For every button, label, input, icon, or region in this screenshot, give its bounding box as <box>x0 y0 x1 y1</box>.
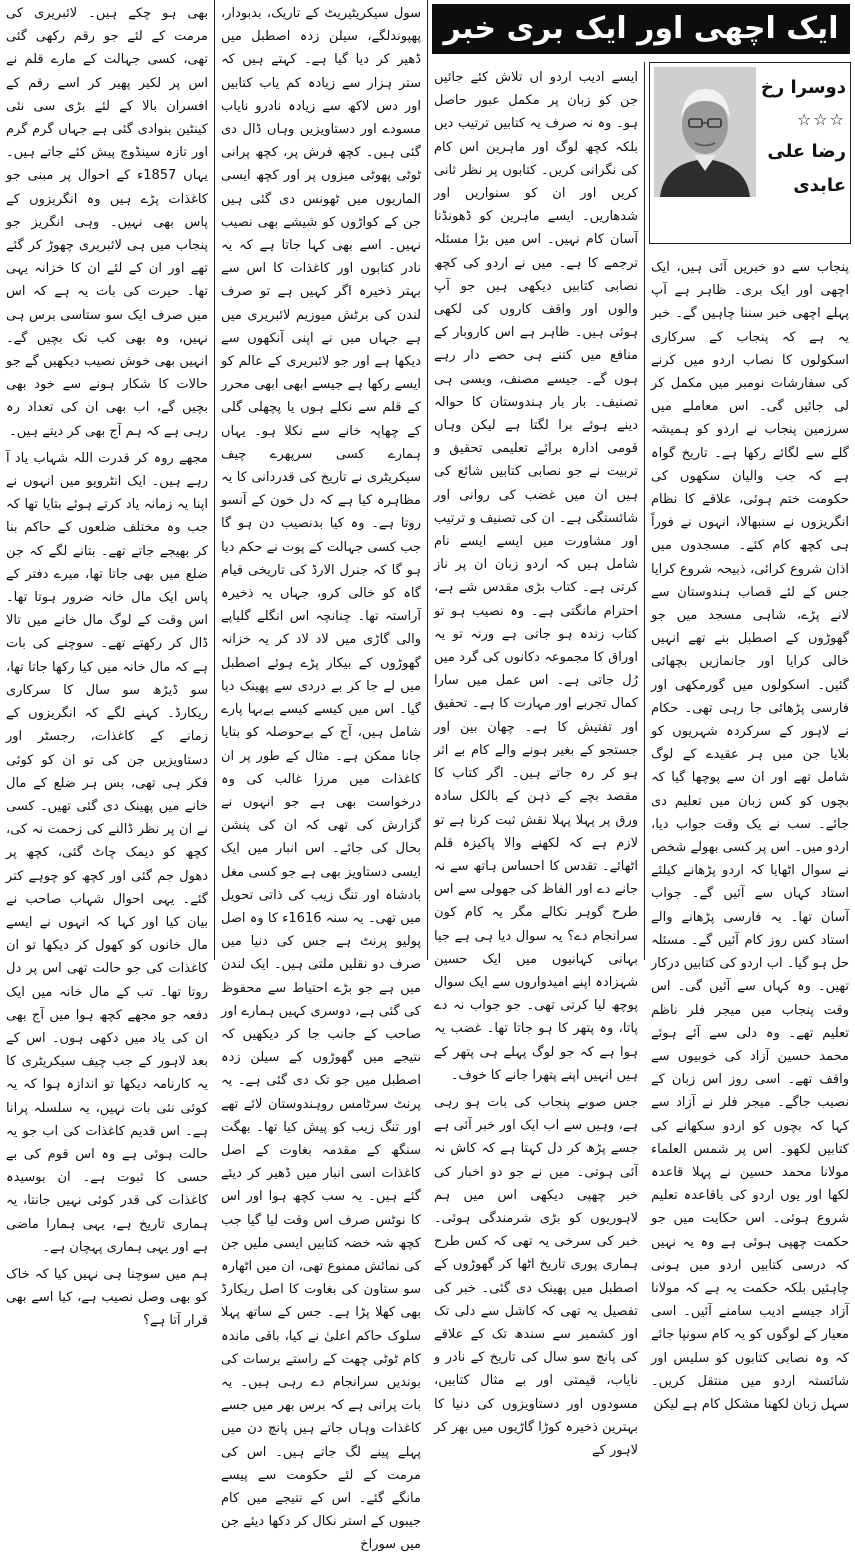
column-c-paragraph: جس صوبے پنجاب کی بات ہو رہی ہے، وہیں سے اب ایک اور خبر آئی ہے جسے پڑھ کر دل کہتا ہے کہ کاش نہ آئی ہوتی۔ میں نے جو دو اخبار کی خبر چھپی دیکھی اس میں ہم لاہوریوں کو بڑی شرمندگی ہوئی۔ خبر کی سرخی یہ تھی کہ کس طرح ہماری پوری تاریخ اٹھا کر گھوڑوں کے اصطبل میں پھینک دی گئی۔ خبر کی تفصیل یہ تھی کہ کاشل سے دلی تک اور کشمیر سے سندھ تک کے علاقے کی پانچ سو سال کی تاریخ کے نادر و نایاب، قیمتی اور بے مثال کتابیں، مسودوں اور دستاویزوں کی دنیا کا بہترین ذخیرہ کوڑا گاڑیوں میں بھر کر لاہور کے <box>434 1094 638 1458</box>
headline: ایک اچھی اور ایک بری خبر <box>432 4 850 54</box>
column-name: دوسرا رخ <box>760 77 846 98</box>
column-a <box>0 0 214 1329</box>
column-b-paragraph: سول سیکریٹیریٹ کے تاریک، بدبودار، پھپوندلگے، سیلن زدہ اصطبل میں ڈھیر کر دیا گیا ہے۔ کہتے ہیں کہ ستر ہزار سے زیادہ کم یاب کتابیں اور دس لاکھ سے زیادہ نادرو نایاب مسودے اور دستاویزیں وہاں ڈال دی گئی ہیں۔ کچھ فرش پر، کچھ پرانی ٹوٹی پھوٹی میزوں پر اور کچھ ایسی الماریوں میں ٹھونس دی گئی ہیں جن کے کواڑوں کو شیشے بھی نصیب نہیں۔ اسے بھی کہا جاتا ہے کہ یہ نادر کتابوں اور کاغذات کا اس سے بہتر ذخیرہ اگر کہیں ہے تو صرف لندن کی برٹش میوزیم لائبریری میں ہے جہاں میں نے اپنی آنکھوں سے دیکھا ہے اور جو لائبریری کے عالم کو ایسے رکھا ہے جیسے ابھی ابھی محرر کے قلم سے نکلے ہوں یا پچھلی گلی کے چھاپہ خانے سے نکلا ہو۔ یہاں ہمارے کسی سرپھرے چیف سیکریٹری نے تاریخ کی قدردانی کا یہ مظاہرہ کیا ہے کہ دل خون کے آنسو روتا ہے۔ وہ کیا بدنصیب دن ہو گا جب کسی جہالت کے پوت نے حکم دیا ہو گا کہ جنرل الارڈ کی تاریخی قیام گاہ کو خالی کرو، جہاں یہ ذخیرہ آراستہ تھا۔ چنانچہ اس انگلے گلیاپے والی گاڑی میں لاد لاد کر یہ خزانہ گھوڑوں کے بیکار پڑے ہوئے اصطبل میں لے جا کر بے دردی سے پھینک دیا گیا۔ اس میں کیسے کیسے بےبہا پارے شامل ہیں، آج کے بےحوصلہ کو بتایا جانا ممکن ہے۔ مثال کے طور پر ان کاغذات میں مرزا غالب کی وہ درخواست بھی ہے جو انہوں نے گزارش کی تھی کہ ان کی پنشن بحال کی جائے۔ اس انبار میں ایک ایسی دستاویز بھی ہے جو کسی مغل بادشاہ اور تنگ زیب کی ذاتی تحویل میں تھی۔ یہ سنہ 1616ء کا وہ اصل پولیو پرنٹ ہے جس کی دنیا میں صرف دو نقلیں ملتی ہیں۔ ایک لندن میں ہے جو بڑے احتیاط سے محفوظ کی گئی ہے، دوسری کہیں ہمارے اور صاحب کے جانب جا کر دیکھیں کہ نتیجے میں گھوڑوں کے سیلن زدہ اصطبل میں جو تک دی گئی ہے۔ یہ پرنٹ سرٹامس روہندوستان لائے تھے اور تنگ زیب کو پیش کیا تھا۔ بھگت سنگھ کے مقدمہ بغاوت کے اصل کاغذات اسی انبار میں ڈھیر کر دیئے گئے ہیں۔ یہ سب کچھ ہوا اور اس کا نوٹس صرف اس وقت لیا گیا جب کچھ شہ خضہ کتابیں ایسی ملیں جن کی نمائش ممنوع تھی، ان میں اٹھارہ سو ستاون کی بغاوت کا اصل ریکارڈ بھی کھلا پڑا ہے۔ جس کے ساتھ پہلا سلوک حاکم اعلیٰ نے کیا، باقی ماندہ کام ٹوٹی چھت کے راستے برسات کی بوندیں سرانجام دے رہی ہیں۔ یہ بات پرانی ہے کہ برس بھر میں جسے کاغذات وہاں جاتے ہیں پانچ دن میں پہلے پینے لگ جاتے ہیں۔ اس کی مرمت کے لئے حکومت سے پیسے مانگے گئے۔ اس کے نتیجے میں کام جیبوں کے استر نکال کر دکھا دیئے جن میں سوراخ <box>221 6 421 1553</box>
column-a-paragraph: ہم میں سوچنا ہی نہیں کیا کہ خاک کو بھی وصل نصیب ہے، کیا اسے بھی قرار آتا ہے؟ <box>6 1266 208 1329</box>
author-photo <box>654 67 756 197</box>
byline-text <box>758 71 846 241</box>
author-name: رضا علی عابدی <box>767 141 846 196</box>
column-c-paragraph: ایسے ادیب اردو اں تلاش کئے جائیں جن کو زبان پر مکمل عبور حاصل ہو۔ وہ نہ صرف یہ کتابیں ترتیب دیں بلکہ کچھ لوگ اور ماہرین اس کام کی نگرانی کریں۔ کتابوں پر نظر ثانی کریں اور ان کو سنواریں اور شدھاریں۔ ایسے ماہرین کو ڈھونڈنا آسان کام نہیں۔ اس میں بڑا مسئلہ ترجمے کا ہے۔ میں نے اردو کی کچھ نصابی کتابیں دیکھی ہیں جو آپ والوں اور واقف کاروں کی لکھی ہوئی ہیں۔ ظاہر ہے اس کاروبار کے منافع میں کتنے ہی حصے دار رہے ہوں گے۔ جیسے مصنف، ویسی ہی تصنیف۔ بار بار ہندوستان کا حوالہ دینے ہوئے برا لگتا ہے لیکن وہاں قومی ادارہ برائے تعلیمی تحقیق و تربیت نے جو نصابی کتابیں شائع کی ہیں ان میں غضب کی روانی اور شائستگی ہے۔ ان کی تصنیف و ترتیب اور مشاورت میں ایسے ایسے نام شامل ہیں کہ اردو زبان ان پر ناز کرتی ہے۔ کتاب بڑی مقدس شے ہے، احترام مانگتی ہے۔ وہ نصیب ہو تو کتاب زندہ ہو جاتی ہے ورنہ تو یہ اوراق کا مجموعہ دکانوں کی گرد میں رُل جاتی ہے۔ اس عمل میں سارا کمال تجربے اور مہارت کا ہے۔ تحقیق اور تفتیش کا ہے۔ چھان بین اور جستجو کے بغیر ہونے والے کام بے اثر ہو کر رہ جاتے ہیں۔ اگر کتاب کا مقصد بچے کے ذہن کے بالکل سادہ ورق پر پہلا پہلا نقش ثبت کرنا ہے تو لازم ہے کہ لکھنے والا پاکیزہ قلم اٹھائے۔ تقدس کا احساس ہاتھ سے نہ جانے دے اور الفاظ کی جھولی سے اس طرح گوہر نکالے مگر یہ کام کون سرانجام دے؟ یہ سوال دیا ہی ہے جیا بہانی کہانیوں میں ایک حسین شہزادہ اپنے امیدواروں سے ایک سوال پوچھ لیا کرتی تھی۔ جو جواب نہ دے پاتا، وہ پتھر کا ہو جاتا تھا۔ غضب یہ ہوا ہے کہ جو لوگ پہلے ہی پتھر کے ہیں انہیں اپنے پتھرا جانے کا خوف۔ <box>434 70 638 1083</box>
star-icons: ☆☆☆ <box>796 110 846 129</box>
column-c <box>428 62 644 1458</box>
byline-box <box>649 62 851 244</box>
column-d <box>645 250 855 1412</box>
column-a-paragraph: مجھے روہ کر قدرت اللہ شہاب یاد آ رہے ہیں۔ ایک انٹرویو میں انہوں نے اپنا یہ زمانہ یاد کرتے ہوئے بتایا تھا کہ جب وہ مختلف ضلعوں کے حاکم بنا کر بھیجے جاتے تھے۔ بتانے لگے کہ جن ضلع میں بھی جاتا تھا، میرے دفتر کے پاس ایک مال خانہ ضرور ہوتا تھا۔ اس وقت کے لوگ مال خانے میں تالا ڈال کر رکھتے تھے۔ سوچنے کی بات ہے کہ مال خانہ میں کیا رکھا جاتا تھا، سو ڈیڑھ سو سال کا سرکاری ریکارڈ۔ کہنے لگے کہ انگریزوں کے زمانے کے کاغذات، رجسٹر اور دستاویزیں جن کی تو ان کو کوئی فکر ہی تھی، بس ہر ضلع کے مال خانے میں پھینک دی گئی تھیں۔ کسی نے ان پر نظر ڈالنے کی زحمت نہ کی، کچھ کو دیمک چاٹ گئی، کچھ پر دھول جم گئی اور کچھ کو چوہے کتر گئے۔ یہی احوال شہاب صاحب نے بیان کیا اور کہا کہ انہوں نے ایسے مال خانوں کو کھول کر دیکھا تو ان کاغذات کی جو حالت تھی اس پر دل روتا تھا۔ تب کے مال خانہ میں ایک دفعہ جو مجھے کچھ ہوا میں آج بھی ان کی یاد میں دکھی ہوں۔ اس کے بعد لاہور کے جب چیف سیکریٹری کا یہ کارنامہ دیکھا تو اندازہ ہوا کہ یہ کوئی نئی بات نہیں، یہ سلسلہ پرانا ہے۔ اس قدیم کاغذات کی اب جو یہ حالت ہوئی ہے وہ اس قوم کی بے حسی کا ثبوت ہے۔ ان بوسیدہ کاغذات کی قدر کوئی نہیں جانتا، یہ ہماری تاریخ ہے، یہی ہمارا ماضی ہے اور یہی ہماری پہچان ہے۔ <box>6 450 208 1255</box>
column-a-paragraph: بھی ہو چکے ہیں۔ لائبریری کی مرمت کے لئے جو رقم رکھی گئی تھی، کسی جہالت کے مارے قلم نے اس پر لکیر پھیر کر اسے رقم کے افسران بالا کے لئے بڑی سی نئی کینٹین بنوادی گئی ہے جہاں گرم گرم اور تازہ سینڈوچ پیش کئے جاتے ہیں۔ یہاں 1857ء کے احوال پر مبنی جو کاغذات پڑے ہیں وہ انگریزوں کے پاس بھی نہیں۔ وہی انگریز جو پنجاب میں ہی لائبریری چھوڑ کر گئے تھے اور ان کے لئے ان کا خزانہ یہی تھا۔ حیرت کی بات یہ ہے کہ اس میں صرف ایک سو ستاسی برس ہی نہیں، وہ بھی کب تک بچیں گے۔ انہیں بھی خوش نصیب دیکھیں گے جو حالات کا شکار ہونے سے خود بھی بچیں گے، اب بھی ان کی تعداد رہ رہی ہے کہ ہم آج بھی کر دیتے ہیں۔ <box>6 6 208 439</box>
column-b <box>215 0 427 1553</box>
column-d-paragraph: پنجاب سے دو خبریں آئی ہیں، ایک اچھی اور ایک بری۔ ظاہر ہے آپ پہلے اچھی خبر سننا چاہیں گے۔ خبر یہ ہے کہ پنجاب کے سرکاری اسکولوں کا نصاب اردو میں کرنے کی سفارشات نومبر میں مکمل کر لی جائیں گی۔ اس معاملے میں سرزمین پنجاب نے اردو کو ہمیشہ گلے سے لگائے رکھا ہے۔ تاریخ گواہ ہے کہ جب والیان سکھوں کی حکومت ختم ہوئی، علاقے کا نظام انگریزوں نے سنبھالا، انہوں نے فوراً ہی کچھ کام کئے۔ مسجدوں میں اذان شروع کرائی، ذبیحہ شروع کرایا جس کے لئے قصاب ہندوستان سے لانے پڑے، شاہی مسجد میں جو گھوڑوں کے اصطبل بنے تھے انہیں خالی کرایا اور جانمازیں بچھائی گئیں۔ اسکولوں میں گورمکھی اور فارسی پڑھائی جا رہی تھی۔ حکام نے لاہور کے سرکردہ شہریوں کو بلایا جن میں ہر عقیدے کے لوگ شامل تھے اور ان سے پوچھا گیا کہ بچوں کو کس زبان میں تعلیم دی جائے۔ سب نے یک وقت جواب دیا، اردو میں۔ اس پر کسی بھولے شخص نے سوال اٹھایا کہ اردو پڑھانے کیلئے استاد کہاں سے آئیں گے۔ جواب آسان تھا۔ یہ فارسی پڑھانے والے استاد کس روز کام آئیں گے۔ مسئلہ حل ہو گیا۔ اب اردو کی کتابیں درکار تھیں۔ وہ کہاں سے آئیں گی۔ اس وقت پنجاب میں میجر فلر ناظم تعلیم تھے۔ وہ دلی سے آئے ہوئے محمد حسین آزاد کی خوبیوں سے واقف تھے۔ اسی روز اس زبان کے نصیب جاگے۔ میجر فلر نے آزاد سے کہا کہ بچوں کو اردو سکھانے کی کتابیں لکھو۔ اس پر شمس العلماء مولانا محمد حسین نے پہلا قاعدہ لکھا اور یوں اردو کی باقاعدہ تعلیم شروع ہوئی۔ اس حکایت میں جو حکمت چھپی ہوئی ہے وہ یہ نہیں کہ درسی کتابیں اردو میں ہونی چاہئیں بلکہ حکمت یہ ہے کہ مولانا آزاد جیسے ادیب سامنے آئیں۔ اسی معیار کے لوگوں کو یہ کام سونپا جائے کہ وہ نصابی کتابوں کو سلیس اور شائستہ اردو میں منتقل کریں۔ سہل زبان لکھنا مشکل کام ہے لیکن <box>651 260 849 1412</box>
author-portrait-icon <box>654 67 756 197</box>
